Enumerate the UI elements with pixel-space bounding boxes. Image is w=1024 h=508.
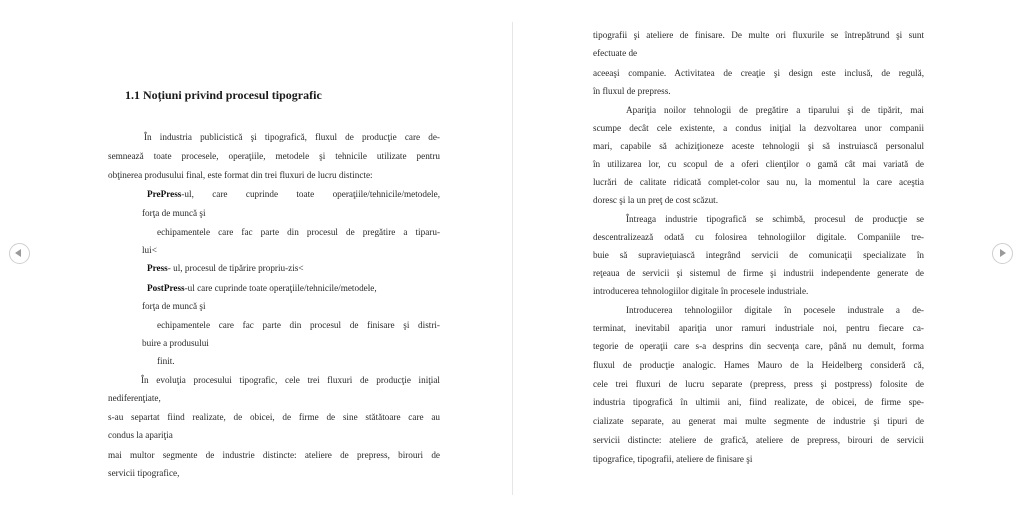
text-line: în fluxul de prepress. — [593, 86, 671, 96]
text-line: doresc şi la un preţ de cost scăzut. — [593, 195, 719, 205]
text-line: Introducerea tehnologiilor digitale în pocesele industrale a de- — [626, 305, 924, 315]
text-line: echipamentele care fac parte din procesul de finisare şi distri- — [157, 320, 440, 330]
next-page-button[interactable] — [992, 243, 1013, 264]
term-press: Press — [147, 263, 168, 273]
text-line: mai multor segmente de industrie distincte: ateliere de prepress, birouri de — [108, 450, 440, 460]
text-line: reţeaua de servicii şi sistemul de firme şi industrii independente generate de — [593, 268, 924, 278]
text-line: cele trei fluxuri de lucru separate (prepress, press şi postpress) folosite de — [593, 379, 924, 389]
text-line: efectuate de — [593, 48, 638, 58]
list-item-press: Press- ul, procesul de tipărire propriu-zis< — [147, 263, 304, 273]
text-line: industria tipografică în ultimii ani, fiind realizate, de obicei, de firme spe- — [593, 397, 924, 407]
text-line: finit. — [157, 356, 175, 366]
text-line: descentralizează odată cu folosirea tehnologiilor digitale. Companiile tre- — [593, 232, 924, 242]
list-item-postpress: PostPress-ul care cuprinde toate operaţiile/tehnicile/metodele, — [147, 283, 377, 293]
text-line: în utilizarea lor, cu scopul de a oferi clienţilor o gamă cât mai variată de — [593, 159, 924, 169]
text-line: lui< — [142, 245, 157, 255]
list-item-prepress: PrePress-ul, care cuprinde toate operaţiile/tehnicile/metodele, — [147, 189, 440, 199]
text-line: forţa de muncă şi — [142, 301, 206, 311]
text-line: buire a produsului — [142, 338, 209, 348]
text-line: tipografice, tipografii, ateliere de finisare şi — [593, 454, 753, 464]
text-line: introducerea tehnologiilor digitale în procesele industriale. — [593, 286, 809, 296]
text-line: echipamentele care fac parte din procesul de pregătire a tiparu- — [157, 227, 440, 237]
text-line: condus la apariţia — [108, 430, 173, 440]
text-line: Apariţia noilor tehnologii de pregătire a tiparului şi de tipărit, mai — [626, 105, 924, 115]
text-line: În industria publicistică şi tipografică, fluxul de producţie care de- — [144, 132, 440, 142]
text-line: Întreaga industrie tipografică se schimbă, procesul de producţie se — [626, 214, 924, 224]
text-line: servicii tipografice, — [108, 468, 180, 478]
text-line: tegorie de operaţii care s-a desprins din secvenţa care, până nu demult, forma — [593, 341, 924, 351]
text-line: fluxul de producţie analogic. Hames Mauro de la Heidelberg consideră că, — [593, 360, 924, 370]
text-line: buie să supravieţuiască integrând servicii de comunicaţii specializate în — [593, 250, 924, 260]
section-heading: 1.1 Noțiuni privind procesul tipografic — [125, 88, 322, 102]
text-line: servicii distincte: ateliere de grafică, ateliere de prepress, birouri de servicii — [593, 435, 924, 445]
text-line: nediferenţiate, — [108, 393, 161, 403]
chevron-left-icon — [15, 249, 21, 257]
text-line: obţinerea produsului final, este format din trei fluxuri de lucru distincte: — [108, 170, 373, 180]
term-postpress: PostPress — [147, 283, 185, 293]
text-line: scumpe decât cele existente, a condus iniţial la dezvoltarea unor companii — [593, 123, 924, 133]
page-divider — [512, 22, 513, 495]
text-line: mari, capabile să achiziţioneze aceste tehnologii şi să instruiască personalul — [593, 141, 924, 151]
text-line: forţa de muncă şi — [142, 208, 206, 218]
text-line: aceeaşi companie. Activitatea de creaţie şi design este inclusă, de regulă, — [593, 68, 924, 78]
text-line: lucrări de calitate ridicată complet-color sau nu, la momentul la care aceştia — [593, 177, 924, 187]
chevron-right-icon — [1000, 249, 1006, 257]
term-prepress: PrePress — [147, 189, 182, 199]
previous-page-button[interactable] — [9, 243, 30, 264]
text-line: În evoluţia procesului tipografic, cele trei fluxuri de producţie iniţial — [141, 375, 440, 385]
text-line: s-au separtat fiind realizate, de obicei, de firme de sine stătătoare care au — [108, 412, 440, 422]
text-line: terminat, inevitabil apariţia unor ramuri industriale noi, pentru fiecare ca- — [593, 323, 924, 333]
text-line: semnează toate procesele, operaţiile, metodele şi tehnicile utilizate pentru — [108, 151, 440, 161]
text-line: cializate separate, au generat mai multe segmente de industrie şi tipuri de — [593, 416, 924, 426]
text-line: tipografii şi ateliere de finisare. De multe ori fluxurile se întrepătrund şi sunt — [593, 30, 924, 40]
